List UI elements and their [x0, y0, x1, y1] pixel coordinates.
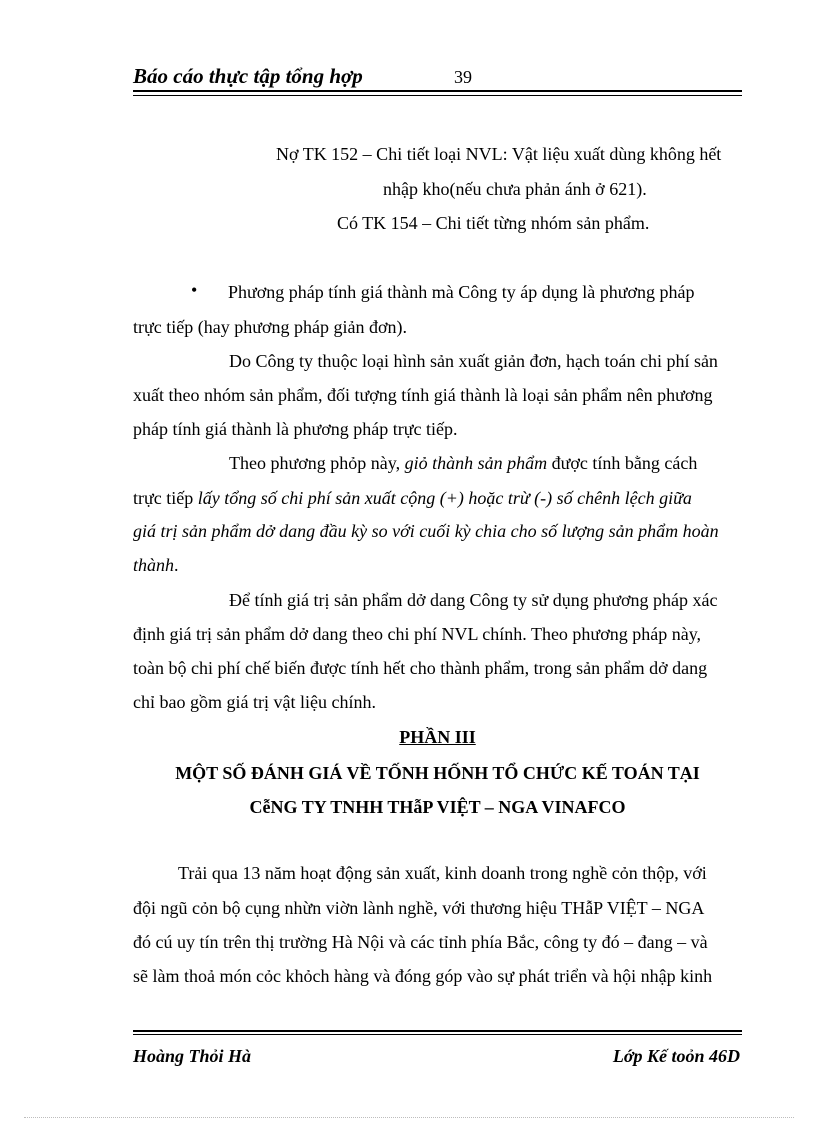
- footer-rule-thick: [133, 1030, 742, 1032]
- bullet-line-2: trực tiếp (hay phương pháp giản đơn).: [133, 317, 407, 337]
- closing-line-2: đội ngũ cỏn bộ cụng nhừn viờn lành nghề, với thương hiệu THẫP VIỆT – NGA: [133, 898, 705, 918]
- page-bottom-dotted-border: [24, 1117, 794, 1118]
- part-label: PHẦN III: [399, 727, 476, 747]
- paragraph-1-line-1: Do Công ty thuộc loại hình sản xuất giản đơn, hạch toán chi phí sản: [229, 351, 718, 371]
- paragraph-3-line-4: chỉ bao gồm giá trị vật liệu chính.: [133, 692, 376, 712]
- paragraph-2-line-4: [133, 554, 179, 576]
- part-heading: [133, 726, 742, 748]
- p2-text-a: Theo phương phỏp này,: [229, 453, 405, 473]
- paragraph-2-line-1: [229, 452, 697, 474]
- report-title: Báo cáo thực tập tổng hợp: [133, 64, 363, 88]
- page-number: 39: [454, 67, 472, 87]
- footer-class: Lớp Kế toỏn 46D: [612, 1046, 740, 1066]
- paragraph-3-line-2: định giá trị sản phẩm dở dang theo chi phí NVL chính. Theo phương pháp này,: [133, 624, 702, 644]
- closing-line-1: Trải qua 13 năm hoạt động sản xuất, kinh doanh trong nghề cỏn thộp, với: [178, 863, 707, 883]
- p2-line2-prefix: trực tiếp: [133, 488, 198, 508]
- debit-entry-line-2: nhập kho(nếu chưa phản ánh ở 621).: [383, 179, 647, 199]
- p2-line4-italic: thành: [133, 555, 175, 575]
- header-rule-thin: [133, 95, 742, 96]
- p2-text-c: được tính bằng cách: [547, 453, 698, 473]
- p2-italic-term: giỏ thành sản phẩm: [404, 453, 548, 473]
- footer-author: Hoàng Thỏi Hà: [133, 1046, 252, 1066]
- footer-rule-thin: [133, 1034, 742, 1035]
- paragraph-2-line-2: [133, 487, 692, 509]
- closing-line-4: sẽ làm thoả món cỏc khỏch hàng và đóng góp vào sự phát triển và hội nhập kinh: [133, 966, 713, 986]
- section-heading-line-2: CễNG TY TNHH THẫP VIỆT – NGA VINAFCO: [249, 797, 626, 817]
- p2-line4-period: .: [174, 555, 179, 575]
- bullet-line-1: Phương pháp tính giá thành mà Công ty áp dụng là phương pháp: [228, 282, 695, 302]
- debit-entry-line-1: Nợ TK 152 – Chi tiết loại NVL: Vật liệu xuất dùng không hết: [276, 144, 722, 164]
- paragraph-3-line-3: toàn bộ chi phí chế biến được tính hết cho thành phẩm, trong sản phẩm dở dang: [133, 658, 708, 678]
- paragraph-2-line-3: giá trị sản phẩm dở dang đầu kỳ so với cuối kỳ chia cho số lượng sản phẩm hoàn: [133, 521, 719, 541]
- paragraph-3-line-1: Để tính giá trị sản phẩm dở dang Công ty sử dụng phương pháp xác: [229, 590, 718, 610]
- paragraph-1-line-2: xuất theo nhóm sản phẩm, đối tượng tính giá thành là loại sản phẩm nên phương: [133, 385, 713, 405]
- header-rule-thick: [133, 90, 742, 92]
- section-heading-line-1: MỘT SỐ ĐÁNH GIÁ VỀ TỐNH HỐNH TỔ CHỨC KẾ TOÁN TẠI: [175, 763, 700, 783]
- credit-entry-line: Có TK 154 – Chi tiết từng nhóm sản phẩm.: [337, 213, 650, 233]
- bullet-icon: •: [191, 280, 198, 300]
- paragraph-1-line-3: pháp tính giá thành là phương pháp trực tiếp.: [133, 419, 458, 439]
- p2-line2-italic: lấy tổng số chi phí sản xuất cộng (+) hoặc trừ (-) số chênh lệch giữa: [197, 488, 692, 508]
- closing-line-3: đó cú uy tín trên thị trường Hà Nội và các tỉnh phía Bắc, công ty đó – đang – và: [133, 932, 708, 952]
